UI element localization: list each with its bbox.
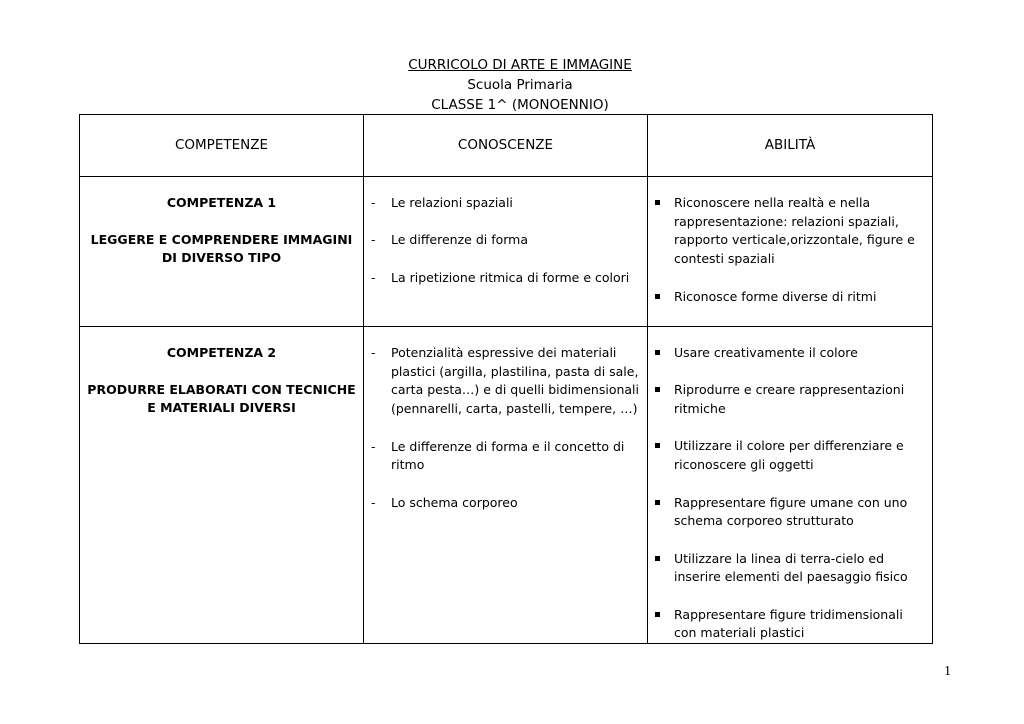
document-header (0, 55, 1024, 115)
list-item: Riconoscere nella realtà e nella rappresentazione: relazioni spaziali, rapporto verticale,orizzontale, figure e contesti spaziali (648, 194, 924, 269)
dash-bullet: - (371, 195, 376, 210)
list-item: Usare creativamente il colore (648, 344, 924, 363)
list-item: Utilizzare la linea di terra-cielo ed inserire elementi del paesaggio fisico (648, 550, 924, 587)
column-header-competenze: COMPETENZE (80, 115, 364, 177)
competence-cell (80, 177, 364, 327)
dash-bullet: - (371, 269, 376, 285)
page-number: 1 (944, 664, 951, 679)
column-header-conoscenze: CONOSCENZE (364, 115, 648, 177)
square-bullet-icon (655, 350, 660, 355)
list-item: - Le differenze di forma e il concetto di ritmo (371, 438, 625, 473)
list-item: - Potenzialità espressive dei materiali plastici (argilla, plastilina, pasta di sale, carta pesta…) e di quelli bidimensionali (pennarelli, carta, pastelli, tempere, …) (371, 345, 640, 417)
list-item: Rappresentare figure tridimensionali con materiali plastici (648, 606, 924, 643)
table-header-row (80, 115, 933, 177)
competence-text: LEGGERE E COMPRENDERE IMMAGINI DI DIVERSO TIPO (90, 231, 353, 266)
dash-bullet: - (371, 494, 376, 510)
conoscenze-cell (364, 177, 648, 327)
square-bullet-icon (655, 200, 660, 205)
competence-number: COMPETENZA 1 (166, 195, 277, 210)
square-bullet-icon (655, 387, 660, 392)
list-item: Rappresentare figure umane con uno schema corporeo strutturato (648, 494, 924, 531)
conoscenze-cell (364, 327, 648, 644)
square-bullet-icon (655, 500, 660, 505)
dash-bullet: - (371, 345, 376, 360)
school-name: Scuola Primaria (467, 77, 573, 93)
column-header-abilita: ABILITÀ (648, 115, 933, 177)
dash-bullet: - (371, 438, 376, 454)
table-row (80, 327, 933, 644)
square-bullet-icon (655, 294, 660, 299)
square-bullet-icon (655, 612, 660, 617)
dash-bullet: - (371, 232, 376, 248)
list-item: Riprodurre e creare rappresentazioni ritmiche (648, 381, 924, 418)
list-item: Utilizzare il colore per differenziare e riconoscere gli oggetti (648, 437, 924, 474)
list-item: - Lo schema corporeo (364, 494, 639, 513)
square-bullet-icon (655, 443, 660, 448)
list-item: - Le differenze di forma (364, 231, 639, 250)
square-bullet-icon (655, 556, 660, 561)
table-row (80, 177, 933, 327)
abilita-cell (648, 177, 933, 327)
curriculum-table (79, 114, 933, 644)
document-title: CURRICOLO DI ARTE E IMMAGINE (408, 57, 632, 73)
list-item: - La ripetizione ritmica di forme e colori (364, 269, 639, 288)
class-name: CLASSE 1^ (MONOENNIO) (431, 97, 609, 113)
abilita-cell (648, 327, 933, 644)
list-item: Riconosce forme diverse di ritmi (648, 288, 924, 307)
competence-cell (80, 327, 364, 644)
competence-number: COMPETENZA 2 (166, 345, 277, 360)
competence-text: PRODURRE ELABORATI CON TECNICHE E MATERIALI DIVERSI (87, 381, 356, 416)
list-item: - Le relazioni spaziali (364, 194, 639, 213)
